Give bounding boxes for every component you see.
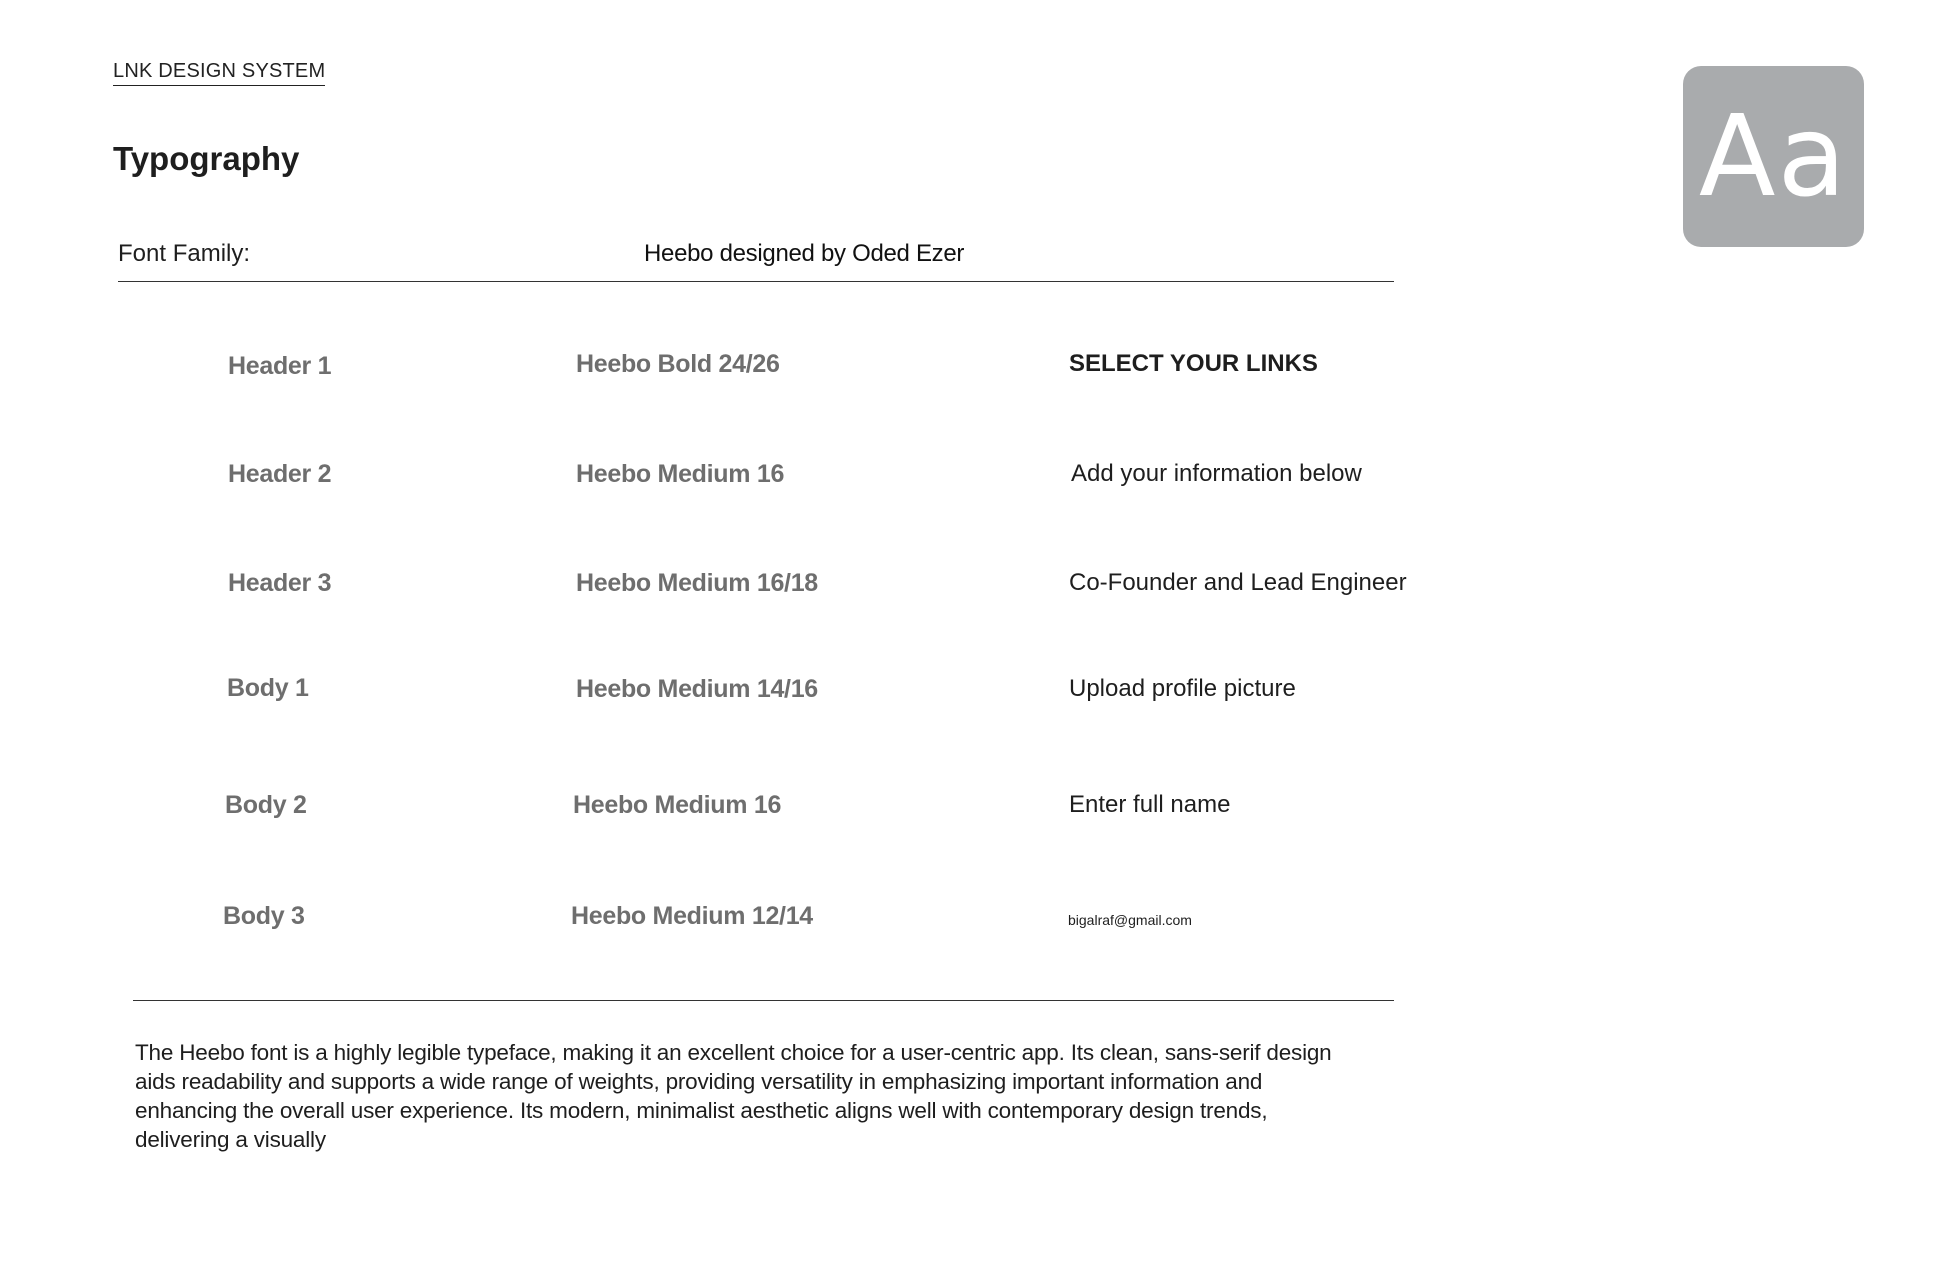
style-sample-body-1: Upload profile picture (1069, 675, 1296, 702)
style-name-header-3: Header 3 (228, 569, 332, 597)
style-name-body-1: Body 1 (227, 674, 309, 702)
font-description: The Heebo font is a highly legible typeface, making it an excellent choice for a user-centric app. Its clean, sans-serif design aids readability and supports a wide range of weights, providing versatility in emphasizing important information and enhancing the overall user experience. Its modern, minimalist aesthetic aligns well with contemporary design trends, delivering a visually (135, 1040, 1332, 1152)
style-sample-body-2: Enter full name (1069, 791, 1231, 818)
bottom-divider (133, 1000, 1394, 1001)
style-spec-body-3: Heebo Medium 12/14 (571, 902, 813, 930)
style-spec-header-2: Heebo Medium 16 (576, 460, 785, 488)
typography-aa-icon: Aa (1683, 66, 1864, 247)
style-sample-header-3: Co-Founder and Lead Engineer (1069, 569, 1407, 596)
style-name-header-2: Header 2 (228, 460, 332, 488)
style-sample-header-2: Add your information below (1071, 460, 1362, 487)
style-spec-body-2: Heebo Medium 16 (573, 791, 782, 819)
page-title: Typography (113, 140, 300, 177)
style-name-body-3: Body 3 (223, 902, 305, 930)
style-spec-header-1: Heebo Bold 24/26 (576, 350, 780, 378)
font-family-label: Font Family: (118, 240, 251, 267)
top-divider (118, 281, 1394, 282)
style-spec-header-3: Heebo Medium 16/18 (576, 569, 818, 597)
style-name-header-1: Header 1 (228, 352, 332, 380)
font-family-value: Heebo designed by Oded Ezer (644, 240, 965, 267)
style-spec-body-1: Heebo Medium 14/16 (576, 675, 818, 703)
brand-label: LNK DESIGN SYSTEM (113, 60, 325, 86)
style-name-body-2: Body 2 (225, 791, 307, 819)
style-sample-header-1: SELECT YOUR LINKS (1069, 350, 1318, 377)
style-sample-body-3: bigalraf@gmail.com (1068, 912, 1192, 928)
